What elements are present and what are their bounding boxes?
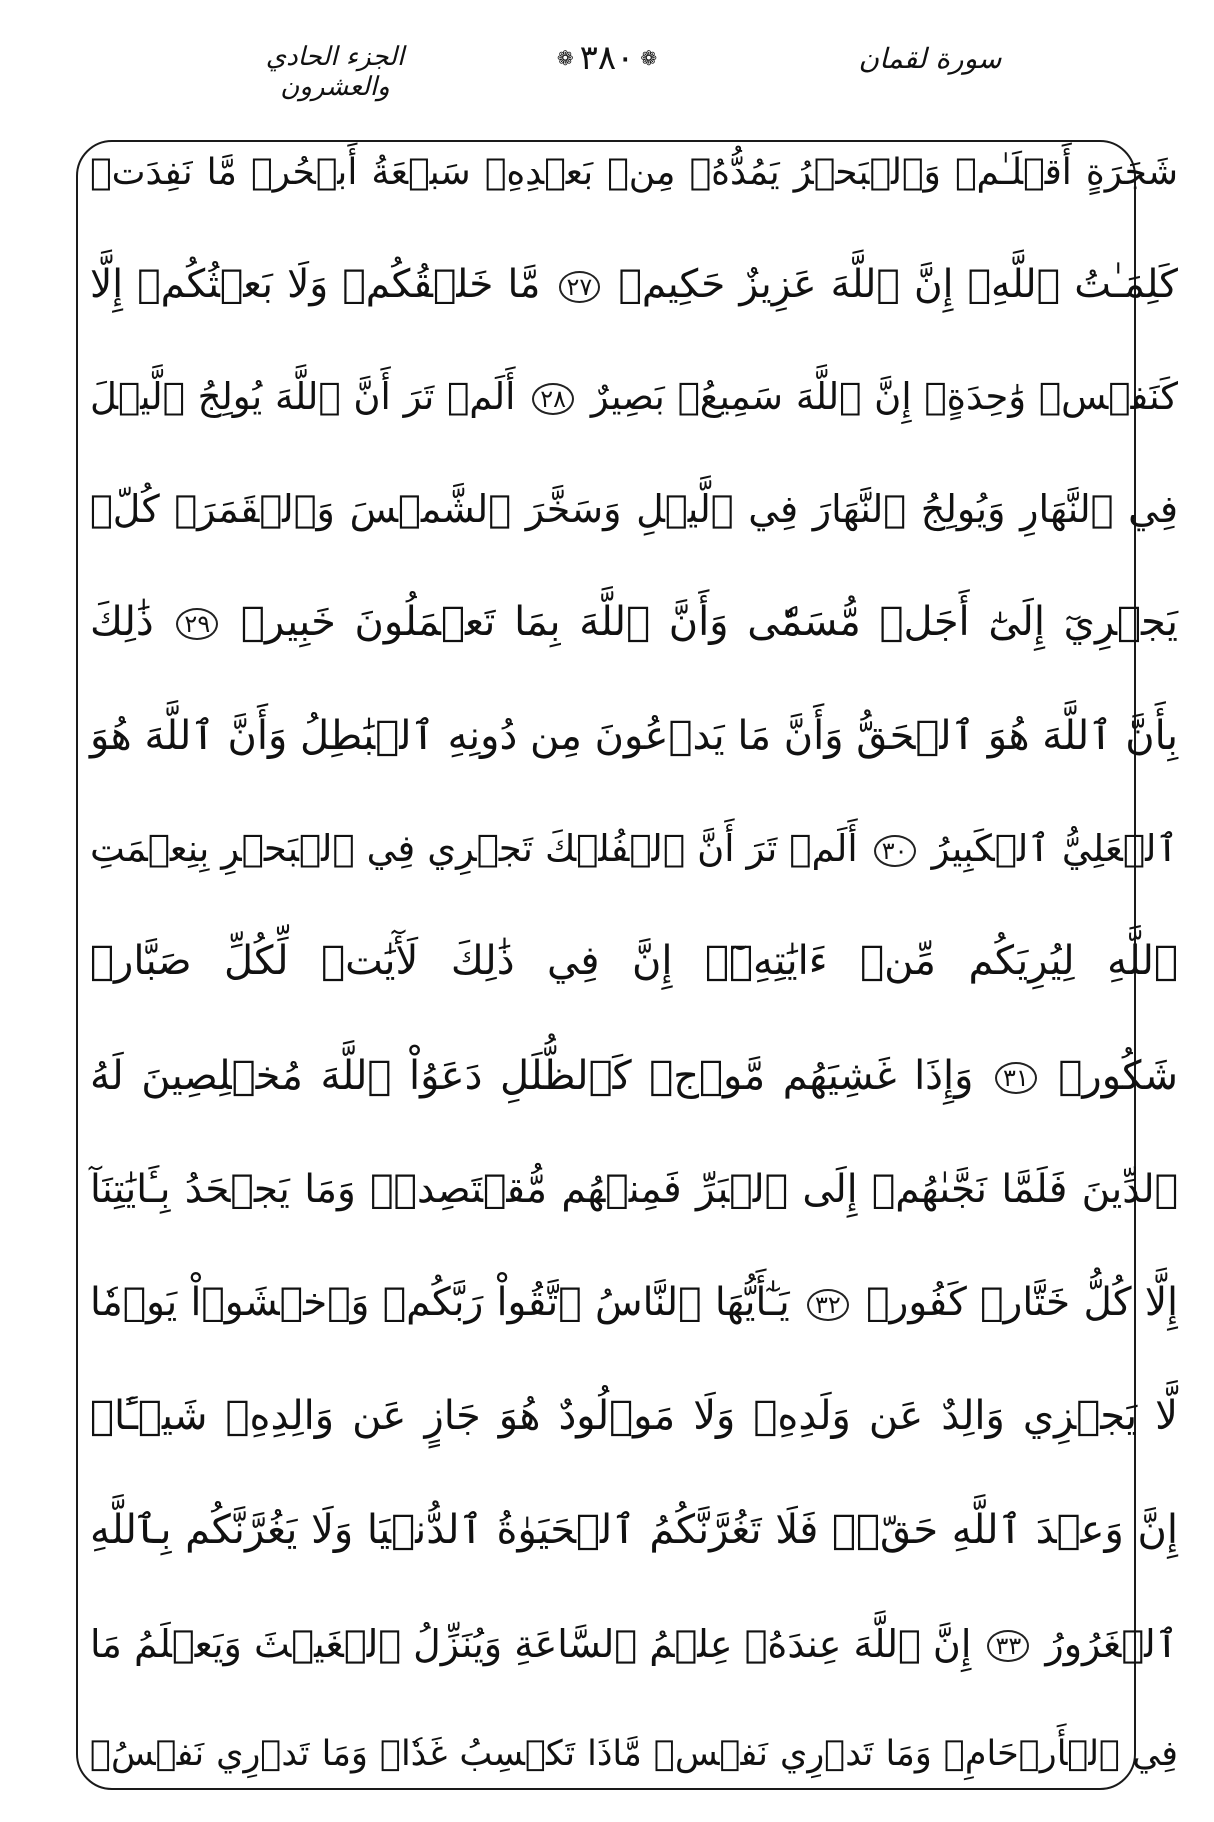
ayah-number-marker: ٣٠	[874, 835, 916, 867]
text-line: إِنَّ وَعۡدَ ٱللَّهِ حَقّٞۖ فَلَا تَغُرَّنَّكُمُ ٱلۡحَيَوٰةُ ٱلدُّنۡيَا وَلَا يَغُرَّنَّكُم بِٱللَّهِ	[90, 1507, 1178, 1554]
ayah-number-marker: ٣١	[995, 1062, 1037, 1094]
ornament-icon: ❁	[556, 46, 574, 70]
text-line: يَجۡرِيٓ إِلَىٰٓ أَجَلٖ مُّسَمّٗى وَأَنَّ ٱللَّهَ بِمَا تَعۡمَلُونَ خَبِيرٞ ٢٩ ذَٰلِكَ	[90, 598, 1179, 645]
surah-name: سورة لقمان	[858, 42, 1002, 75]
ornament-icon: ❁	[640, 46, 658, 70]
text-line: ٱللَّهِ لِيُرِيَكُم مِّنۡ ءَايَٰتِهِۦٓۚ إِنَّ فِي ذَٰلِكَ لَأٓيَٰتٖ لِّكُلِّ صَبَّارٖ	[90, 938, 1178, 985]
text-line: كَنَفۡسٖ وَٰحِدَةٍۚ إِنَّ ٱللَّهَ سَمِيعُۢ بَصِيرٌ ٢٨ أَلَمۡ تَرَ أَنَّ ٱللَّهَ يُولِجُ ٱلَّيۡلَ	[90, 375, 1179, 419]
text-line: ٱلۡغَرُورُ ٣٣ إِنَّ ٱللَّهَ عِندَهُۥ عِلۡمُ ٱلسَّاعَةِ وَيُنَزِّلُ ٱلۡغَيۡثَ وَيَعۡلَمُ مَا	[89, 1621, 1178, 1666]
page-number-block	[520, 38, 694, 78]
ayah-number-marker: ٢٨	[532, 383, 574, 415]
ayah-number-marker: ٣٢	[807, 1289, 849, 1321]
text-line: ٱلدِّينَ فَلَمَّا نَجَّىٰهُمۡ إِلَى ٱلۡبَرِّ فَمِنۡهُم مُّقۡتَصِدٞۚ وَمَا يَجۡحَدُ بِـَٔايَٰتِنَآ	[90, 1166, 1178, 1212]
text-line: إِلَّا كُلُّ خَتَّارٖ كَفُورٖ ٣٢ يَـٰٓأَيُّهَا ٱلنَّاسُ ٱتَّقُواْ رَبَّكُمۡ وَٱخۡشَوۡاْ يَوۡمٗا	[90, 1280, 1178, 1326]
juz-title: الجزء الحادي والعشرون	[265, 42, 405, 102]
ayah-number-marker: ٣٣	[987, 1630, 1029, 1662]
text-line: فِي ٱلنَّهَارِ وَيُولِجُ ٱلنَّهَارَ فِي ٱلَّيۡلِ وَسَخَّرَ ٱلشَّمۡسَ وَٱلۡقَمَرَۖ كُلّٞ	[90, 486, 1178, 531]
quran-text-block	[89, 152, 1179, 1774]
ayah-number-marker: ٢٩	[176, 608, 218, 640]
ayah-number-marker: ٢٧	[559, 271, 601, 303]
page-number: ٣٨٠	[579, 38, 635, 78]
text-line: كَلِمَـٰتُ ٱللَّهِۚ إِنَّ ٱللَّهَ عَزِيزٌ حَكِيمٞ ٢٧ مَّا خَلۡقُكُمۡ وَلَا بَعۡثُكُمۡ إِلَّا	[90, 262, 1178, 308]
text-line: شَجَرَةٍ أَقۡلَـٰمٞ وَٱلۡبَحۡرُ يَمُدُّهُۥ مِنۢ بَعۡدِهِۦ سَبۡعَةُ أَبۡحُرٖ مَّا نَفِدَتۡ	[90, 152, 1178, 193]
text-line: فِي ٱلۡأَرۡحَامِۖ وَمَا تَدۡرِي نَفۡسٞ مَّاذَا تَكۡسِبُ غَدٗاۖ وَمَا تَدۡرِي نَفۡسُۢ	[90, 1733, 1178, 1774]
text-line: شَكُورٖ ٣١ وَإِذَا غَشِيَهُم مَّوۡجٞ كَٱلظُّلَلِ دَعَوُاْ ٱللَّهَ مُخۡلِصِينَ لَهُ	[90, 1052, 1179, 1099]
text-line: بِأَنَّ ٱللَّهَ هُوَ ٱلۡحَقُّ وَأَنَّ مَا يَدۡعُونَ مِن دُونِهِ ٱلۡبَٰطِلُ وَأَنَّ ٱللَّهَ هُوَ	[90, 713, 1178, 760]
text-line: لَّا يَجۡزِي وَالِدٌ عَن وَلَدِهِۦ وَلَا مَوۡلُودٌ هُوَ جَازٍ عَن وَالِدِهِۦ شَيۡـًٔاۚ	[90, 1393, 1178, 1440]
page-header	[0, 0, 1214, 120]
text-line: ٱلۡعَلِيُّ ٱلۡكَبِيرُ ٣٠ أَلَمۡ تَرَ أَنَّ ٱلۡفُلۡكَ تَجۡرِي فِي ٱلۡبَحۡرِ بِنِعۡمَتِ	[90, 827, 1179, 871]
